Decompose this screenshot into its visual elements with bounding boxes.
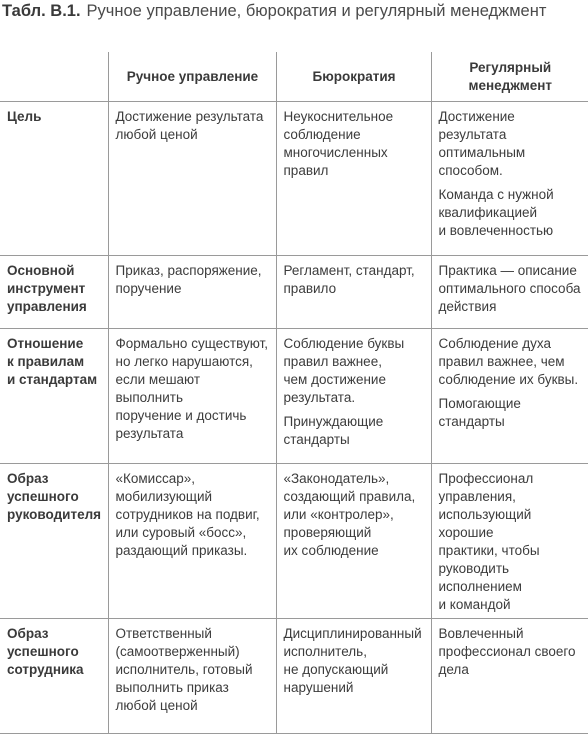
table-cell: Соблюдение духа правил важнее, чем соблюдение их буквы. Помогающие стандарты (431, 329, 588, 464)
table-cell: Соблюдение буквы правил важнее, чем достижение результата. Принуждающие стандарты (276, 329, 431, 464)
table-cell: Неукоснительное соблюдение многочисленных правил (276, 102, 431, 256)
table-cell: «Комиссар», мобилизующий сотрудников на подвиг, или суровый «босс», раздающий приказы. (108, 464, 276, 619)
row-label: Основной инструмент управления (0, 256, 108, 329)
table-cell: «Законодатель», создающий правила, или «контролер», проверяющий их соблюдение (276, 464, 431, 619)
table-cell: Практика — описание оптимального способа действия (431, 256, 588, 329)
comparison-table (0, 52, 588, 734)
table-cell: Достижение результата любой ценой (108, 102, 276, 256)
header-row (0, 52, 588, 102)
table-cell: Регламент, стандарт, правило (276, 256, 431, 329)
row-label: Цель (7, 109, 42, 124)
header-manual: Ручное управление (108, 52, 276, 102)
table-cell: Достижение результата оптимальным способом. Команда с нужной квалификацией и вовлеченностью (431, 102, 588, 256)
table-row (0, 464, 588, 619)
row-label: Отношение к правилам и стандартам (0, 329, 108, 464)
table-row (0, 329, 588, 464)
table-cell: Приказ, распоряжение, поручение (108, 256, 276, 329)
header-corner (0, 52, 108, 102)
table-cell: Профессионал управления, использующий хорошие практики, чтобы руководить исполнением и командой (431, 464, 588, 619)
table-title: Ручное управление, бюрократия и регулярный менеджмент (86, 2, 547, 20)
row-label: Образ успешного руководителя (0, 464, 108, 619)
table-row (0, 256, 588, 329)
table-row (0, 102, 588, 256)
table-row (0, 619, 588, 734)
table-cell: Формально существуют, но легко нарушаются, если мешают выполнить поручение и достичь результата (108, 329, 276, 464)
table-caption (2, 0, 582, 23)
row-label: Образ успешного сотрудника (0, 619, 108, 734)
table-cell: Вовлеченный профессионал своего дела (431, 619, 588, 734)
table-cell: Ответственный (самоотверженный) исполнитель, готовый выполнить приказ любой ценой (108, 619, 276, 734)
table-number: Табл. В.1. (2, 2, 81, 20)
header-regular: Регулярный менеджмент (431, 52, 588, 102)
header-bureaucracy: Бюрократия (276, 52, 431, 102)
table-cell: Дисциплинированный исполнитель, не допускающий нарушений (276, 619, 431, 734)
